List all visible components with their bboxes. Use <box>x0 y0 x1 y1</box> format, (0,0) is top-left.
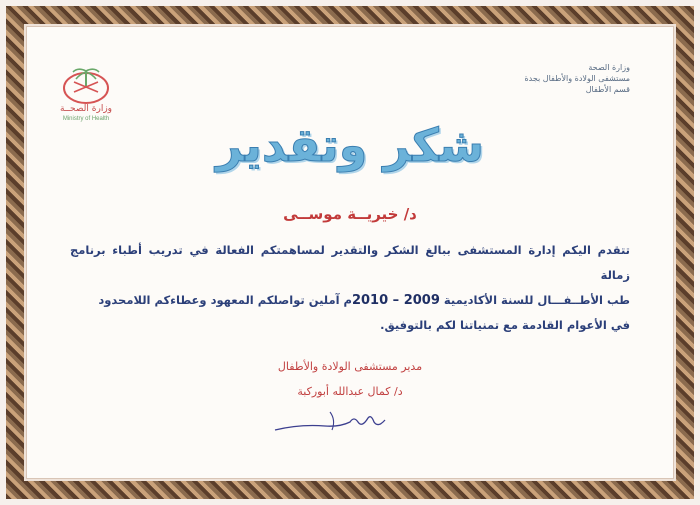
logo-english-label: Ministry of Health <box>62 116 110 122</box>
header-ministry: وزارة الصحة <box>588 63 630 72</box>
body-line-2-start: طب الأطــفـــال للسنة الأكاديمية <box>443 293 630 307</box>
handwritten-signature <box>270 400 390 440</box>
ministry-logo <box>59 62 113 122</box>
header-department: قسم الأطفال <box>585 85 630 94</box>
body-line-3: في الأعوام القادمة مع تمنياتنا لكم بالتوفيق. <box>380 318 630 332</box>
signatory-name: د/ كمال عبدالله أبوركبة <box>297 385 403 398</box>
body-line-2-end: م آملين تواصلكم المعهود وعطاءكم اللامحدود <box>98 293 352 307</box>
header-hospital: مستشفى الولادة والأطفال بجدة <box>524 74 630 83</box>
signatory-title: مدير مستشفى الولادة والأطفال <box>277 360 423 373</box>
body-line-1: تتقدم اليكم إدارة المستشفى ببالغ الشكر والتقدير لمساهمتكم الفعالة في تدريب أطباء برنامج زمالة <box>70 243 630 282</box>
certificate-body <box>70 238 630 338</box>
palm-and-crossed-swords-icon <box>60 62 112 104</box>
institution-header <box>524 62 630 95</box>
body-line-2 <box>70 288 630 313</box>
logo-arabic-label: وزارة الصحــة <box>59 104 113 114</box>
academic-year: 2009 – 2010 <box>351 293 440 308</box>
certificate-title: شكر وتقدير <box>215 118 485 172</box>
recipient-name: د/ خيريــة موســى <box>283 205 417 223</box>
